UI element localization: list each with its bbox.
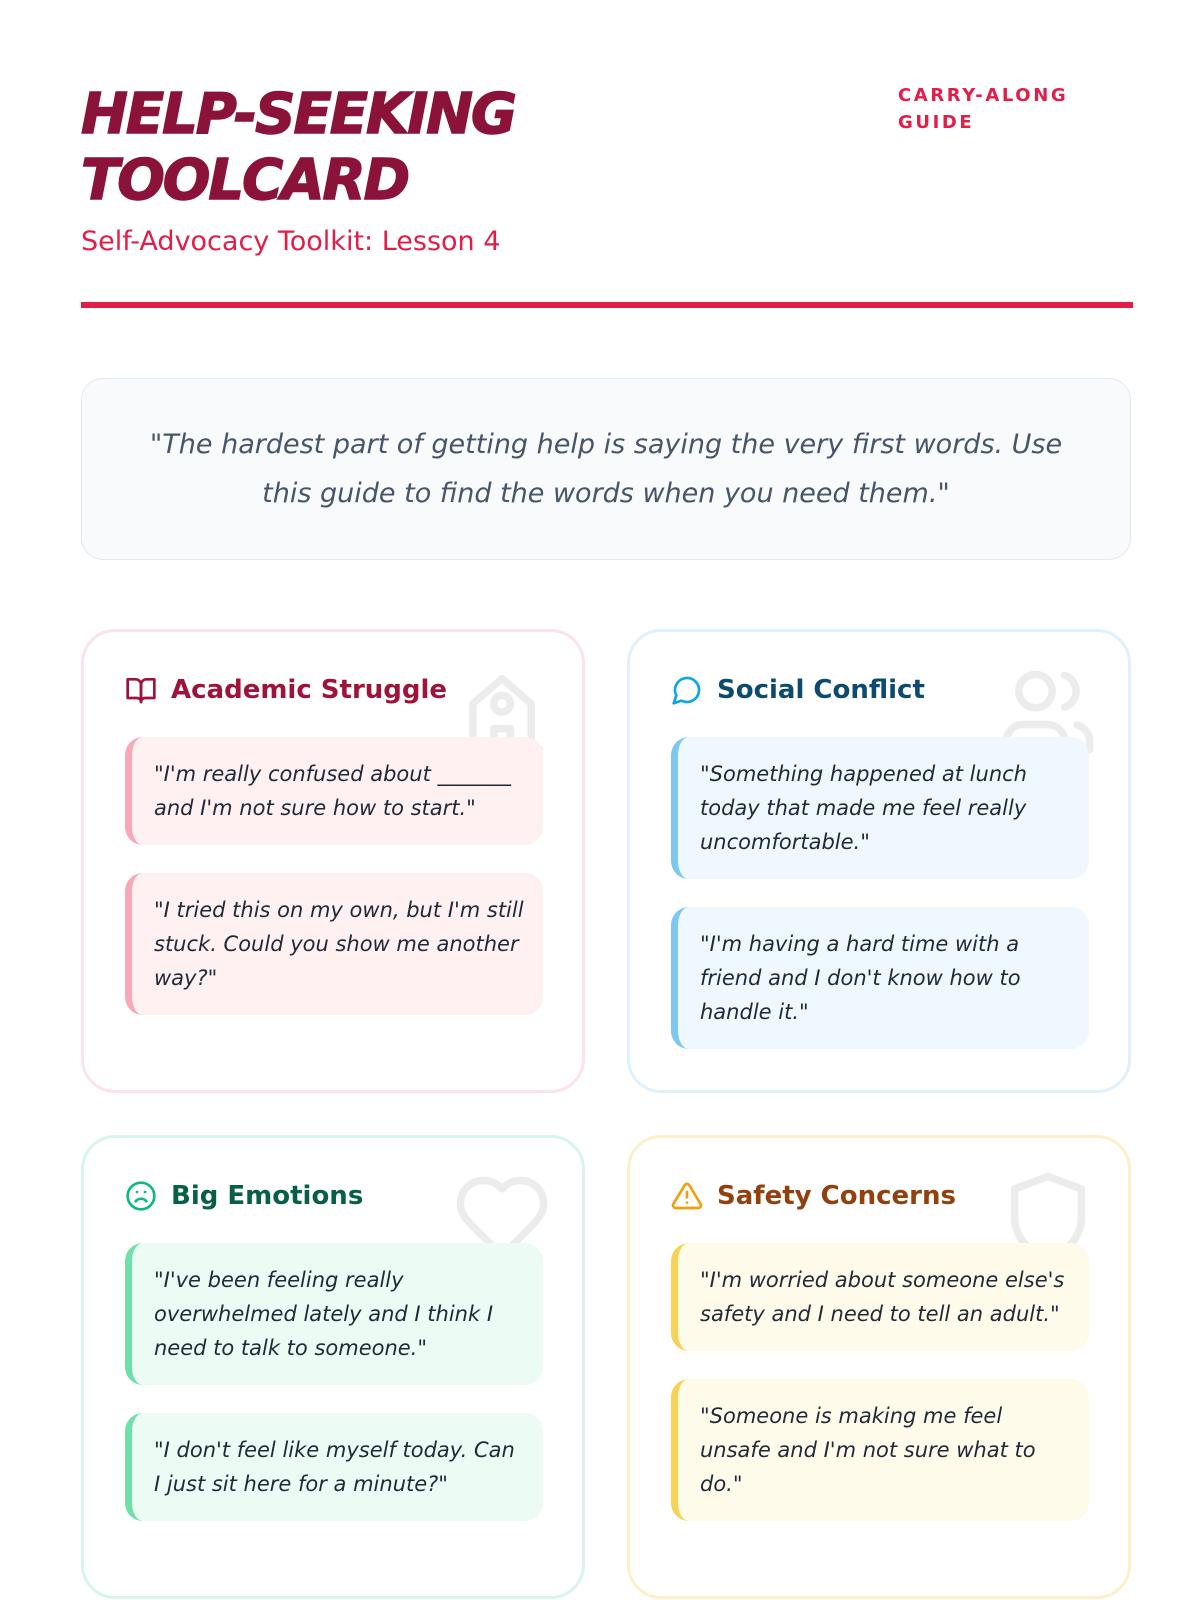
- card-title: Safety Concerns: [717, 1181, 956, 1211]
- card-big-emotions: [81, 1135, 585, 1599]
- script-phrase: "I'm having a hard time with a friend and I don't know how to handle it.": [671, 907, 1089, 1049]
- card-header: [671, 1180, 956, 1212]
- script-phrase: "I'm really confused about _______ and I'm not sure how to start.": [125, 737, 543, 845]
- script-phrase: "I tried this on my own, but I'm still stuck. Could you show me another way?": [125, 873, 543, 1015]
- book-icon: [125, 674, 157, 706]
- script-phrase: "I'm worried about someone else's safety and I need to tell an adult.": [671, 1243, 1089, 1351]
- carry-along-label: CARRY-ALONG GUIDE: [898, 85, 1069, 133]
- card-header: [125, 674, 447, 706]
- sad-face-icon: [125, 1180, 157, 1212]
- page-subtitle: Self-Advocacy Toolkit: Lesson 4: [81, 226, 501, 257]
- card-title: Social Conflict: [717, 675, 925, 705]
- chat-bubble-icon: [671, 674, 703, 706]
- card-social-conflict: [627, 629, 1131, 1093]
- card-safety-concerns: [627, 1135, 1131, 1599]
- title-line-2: TOOLCARD: [81, 148, 409, 213]
- warning-triangle-icon: [671, 1180, 703, 1212]
- script-phrase: "I don't feel like myself today. Can I just sit here for a minute?": [125, 1413, 543, 1521]
- card-title: Big Emotions: [171, 1181, 364, 1211]
- header-divider: [81, 302, 1133, 308]
- card-academic-struggle: [81, 629, 585, 1093]
- intro-quote: "The hardest part of getting help is saying the very first words. Use this guide to find the words when you need them.": [149, 429, 1063, 509]
- script-phrase: "I've been feeling really overwhelmed lately and I think I need to talk to someone.": [125, 1243, 543, 1385]
- script-phrase: "Something happened at lunch today that made me feel really uncomfortable.": [671, 737, 1089, 879]
- script-phrase: "Someone is making me feel unsafe and I'm not sure what to do.": [671, 1379, 1089, 1521]
- card-header: [125, 1180, 363, 1212]
- card-title: Academic Struggle: [171, 675, 448, 705]
- card-header: [671, 674, 925, 706]
- title-line-1: HELP-SEEKING: [81, 82, 516, 147]
- intro-quote-box: [81, 378, 1131, 560]
